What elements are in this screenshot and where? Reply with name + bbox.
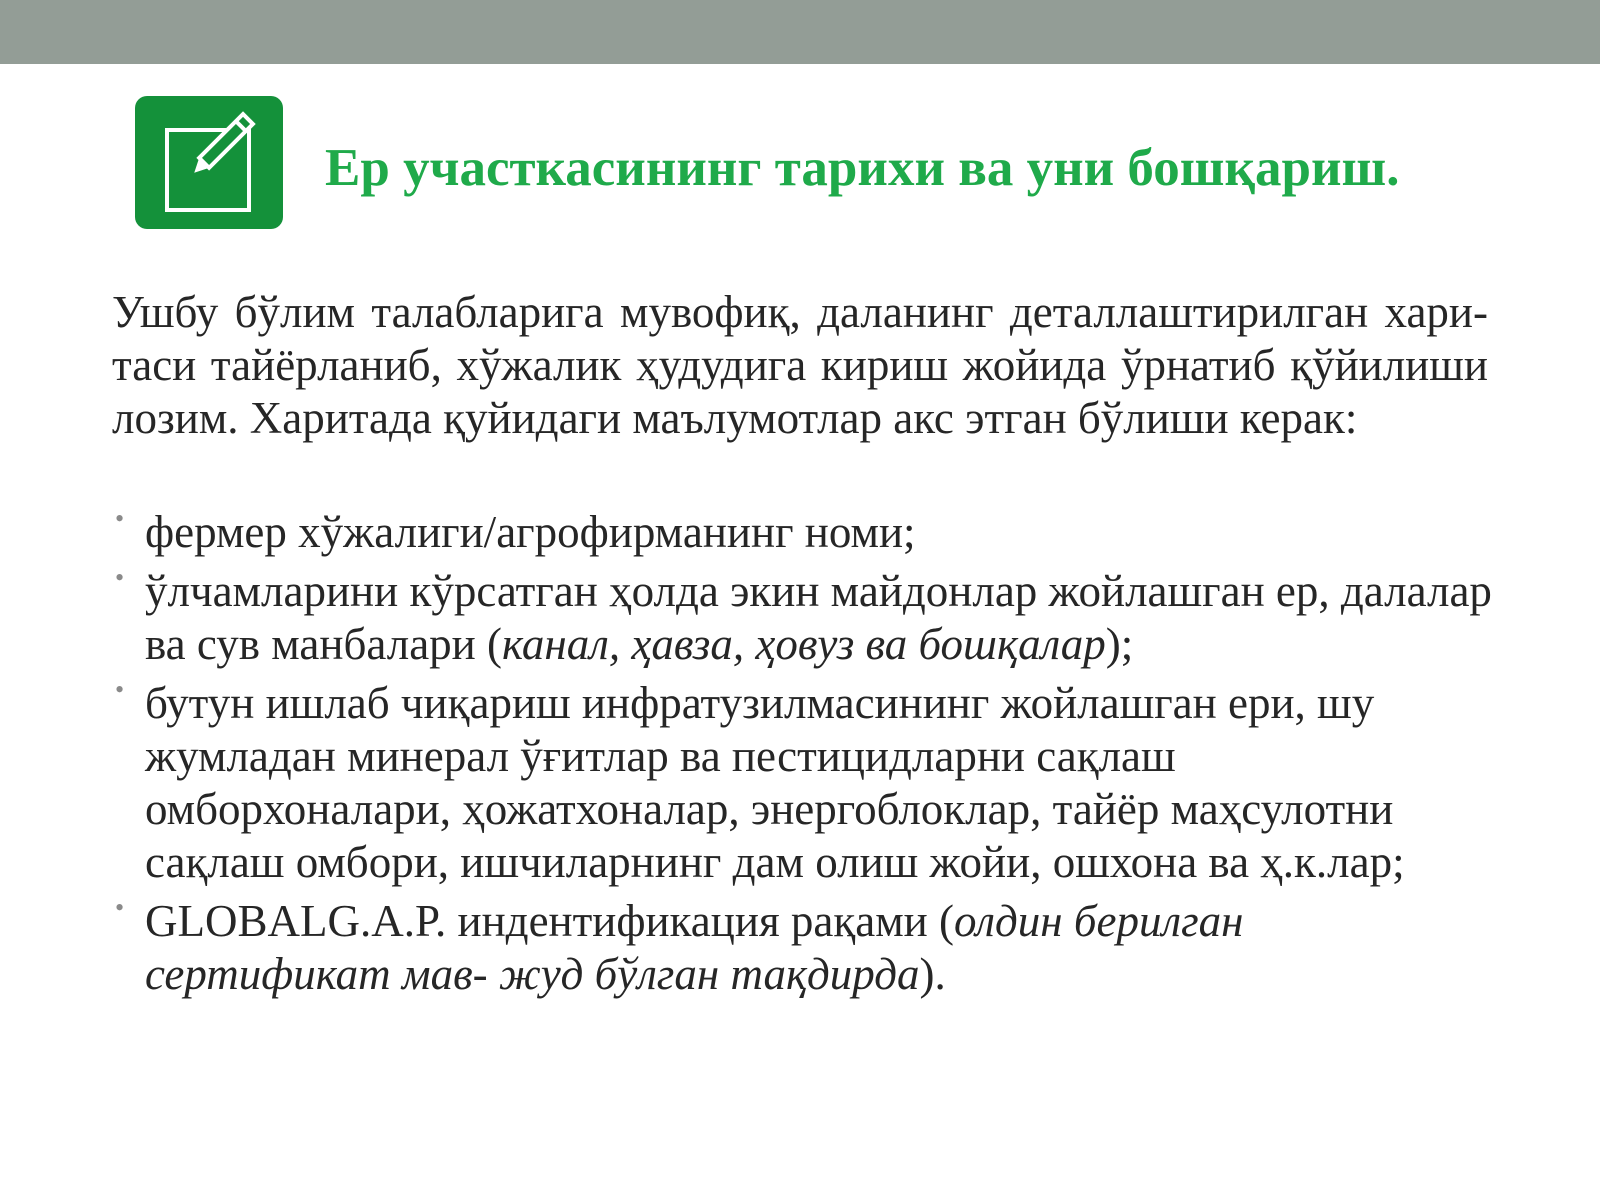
intro-paragraph: Ушбу бўлим талабларига мувофиқ, даланинг деталлаштирилган хари- таси тайёрланиб, хўжалик ҳудудига кириш жойида ўрнатиб қўйилиши лозим. Харитада қуйидаги маълумотлар акс этган бўлиши керак: bbox=[112, 287, 1488, 443]
bullet-item bbox=[112, 506, 1492, 559]
edit-note-icon bbox=[135, 96, 283, 229]
bullet-text: бутун ишлаб чиқариш инфратузилмасининг жойлашган ери, шу жумладан минерал ўғитлар ва пестицидларни сақлаш омборхоналари, ҳожатхоналар, энергоблоклар, тайёр маҳсулотни сақлаш омбори, ишчиларнинг дам олиш жойи, ошхона ва ҳ.к.лар; bbox=[145, 678, 1405, 887]
bullet-list bbox=[112, 506, 1492, 1007]
bullet-dot-icon: • bbox=[115, 563, 125, 592]
bullet-text: фермер хўжалиги/агрофирманинг номи; bbox=[145, 507, 916, 557]
bullet-text: GLOBALG.A.P. индентификация рақами ( bbox=[145, 896, 954, 946]
bullet-item bbox=[112, 565, 1492, 671]
bullet-dot-icon: • bbox=[115, 893, 125, 922]
top-bar bbox=[0, 0, 1600, 64]
bullet-dot-icon: • bbox=[115, 675, 125, 704]
bullet-dot-icon: • bbox=[115, 504, 125, 533]
bullet-italic-text: канал, ҳавза, ҳовуз ва бошқалар bbox=[502, 619, 1106, 669]
bullet-item bbox=[112, 895, 1492, 1001]
bullet-italic-text: олдин берилган сертификат мав- жуд бўлган тақдирда bbox=[145, 896, 1244, 999]
bullet-item bbox=[112, 677, 1492, 889]
bullet-tail-text: ). bbox=[919, 949, 946, 999]
bullet-tail-text: ); bbox=[1105, 619, 1134, 669]
slide-title: Ер участкасининг тарихи ва уни бошқариш. bbox=[325, 139, 1400, 197]
bullet-text: ўлчамларини кўрсатган ҳолда экин майдонлар жойлашган ер, далалар ва сув манбалари ( bbox=[145, 566, 1492, 669]
